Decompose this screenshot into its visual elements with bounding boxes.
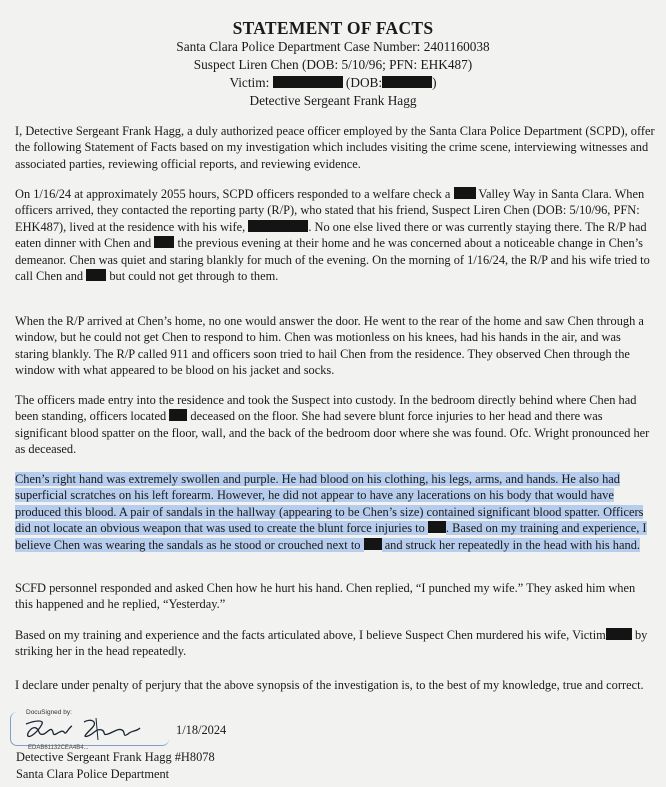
paragraph-welfare-check [15, 186, 655, 284]
victim-label: Victim: [229, 75, 270, 90]
redaction-bar [382, 76, 432, 88]
highlighted-text: and struck her repeatedly in the head with his hand. [384, 537, 640, 552]
redaction-bar [154, 236, 174, 248]
redaction-bar [606, 628, 632, 640]
text-segment: Based on my training and experience and the facts articulated above, I believe Suspect Chen murdered his wife, Victim [15, 628, 606, 642]
case-number-line: Santa Clara Police Department Case Number: 2401160038 [176, 39, 490, 54]
signature-date: 1/18/2024 [176, 723, 227, 737]
paragraph-declaration: I declare under penalty of perjury that the above synopsis of the investigation is, to the best of my knowledge, true and correct. [15, 678, 644, 692]
text-segment: the previous evening at their home and he was concerned about a noticeable change in Chen’s demeanor. Chen was quiet and staring blankly for much of the evening. On the morning of 1/16/24, the R/P and his wife tried to call Chen and [15, 236, 650, 284]
redaction-bar [364, 538, 382, 550]
document-header [0, 18, 666, 110]
signer-department: Santa Clara Police Department [16, 767, 170, 781]
docusign-signature-block [10, 709, 175, 751]
signer-name: Detective Sergeant Frank Hagg #H8078 [16, 750, 215, 764]
redaction-bar [454, 187, 476, 199]
handwritten-signature [22, 714, 172, 744]
highlighted-text: . Based on my training and experience, I believe Chen was wearing the sandals as he stood or crouched next to [15, 521, 647, 552]
victim-line [0, 74, 666, 92]
text-segment: by striking her in the head repeatedly. [15, 628, 648, 659]
redaction-bar [273, 76, 343, 88]
victim-dob-close: ) [432, 75, 437, 90]
redaction-bar [248, 220, 308, 232]
text-segment: Valley Way in Santa Clara. When officers arrived, they contacted the reporting party (R/P), who stated that his friend, Suspect Liren Chen (DOB: 5/10/96, PFN: EHK487), lived at the residence with his wife, [15, 187, 645, 234]
redaction-bar [86, 269, 106, 281]
text-segment: deceased on the floor. She had severe blunt force injuries to her head and there was significant blood spatter on the floor, wall, and the back of the bedroom door where she was found. Ofc. Wright pronounced her as deceased. [15, 409, 650, 457]
text-segment: On 1/16/24 at approximately 2055 hours, SCPD officers responded to a welfare check a [15, 187, 451, 201]
paragraph-intro: I, Detective Sergeant Frank Hagg, a duly authorized peace officer employed by the Santa Clara Police Department (SCPD), offer the following Statement of Facts based on my investigation which includes visiting the crime scene, interviewing witnesses and associated parties, reviewing official reports, and reviewing evidence. [15, 124, 655, 171]
text-segment: but could not get through to them. [109, 269, 279, 284]
paragraph-conclusion [15, 627, 655, 660]
docusigned-label: DocuSigned by: [26, 709, 72, 716]
highlighted-text: Chen’s right hand was extremely swollen and purple. He had blood on his clothing, his legs, arms, and hands. He also had superficial scratches on his left forearm. However, he did not appear to have any lacerations on his body that would have produced this blood. A pair of sandals in the hallway (appearing to be Chen’s size) contained significant blood spatter. Officers did not locate an obvious weapon that was used to create the blunt force injuries to [15, 472, 644, 536]
signer-block [16, 749, 215, 783]
redaction-bar [428, 521, 446, 533]
victim-dob-label: (DOB: [345, 75, 383, 90]
paragraph-entry [15, 392, 655, 458]
paragraph-scfd: SCFD personnel responded and asked Chen how he hurt his hand. Chen replied, “I punched my wife.” They asked him when this happened and he replied, “Yesterday.” [15, 581, 636, 612]
paragraph-arrival: When the R/P arrived at Chen’s home, no one would answer the door. He went to the rear of the home and saw Chen through a window, but he could not get Chen to respond to him. Chen was motionless on his knees, had his hands in the air, and was staring blankly. The R/P called 911 and officers soon tried to hail Chen from the residence. They observed Chen through the window with what appeared to be blood on his jacket and socks. [15, 314, 644, 378]
paragraph-injuries-highlighted [15, 471, 655, 553]
document-title: STATEMENT OF FACTS [232, 18, 434, 38]
suspect-line: Suspect Liren Chen (DOB: 5/10/96; PFN: EHK487) [193, 57, 473, 72]
text-segment: . No one else lived there or was currently staying there. The R/P had eaten dinner with Chen and [15, 219, 647, 251]
envelope-id: EDAB61132CEA4B4... [28, 745, 89, 751]
redaction-bar [169, 409, 187, 421]
text-segment: The officers made entry into the residence and took the Suspect into custody. In the bedroom directly behind where Chen had been standing, officers located [15, 393, 637, 424]
detective-line: Detective Sergeant Frank Hagg [249, 93, 417, 108]
